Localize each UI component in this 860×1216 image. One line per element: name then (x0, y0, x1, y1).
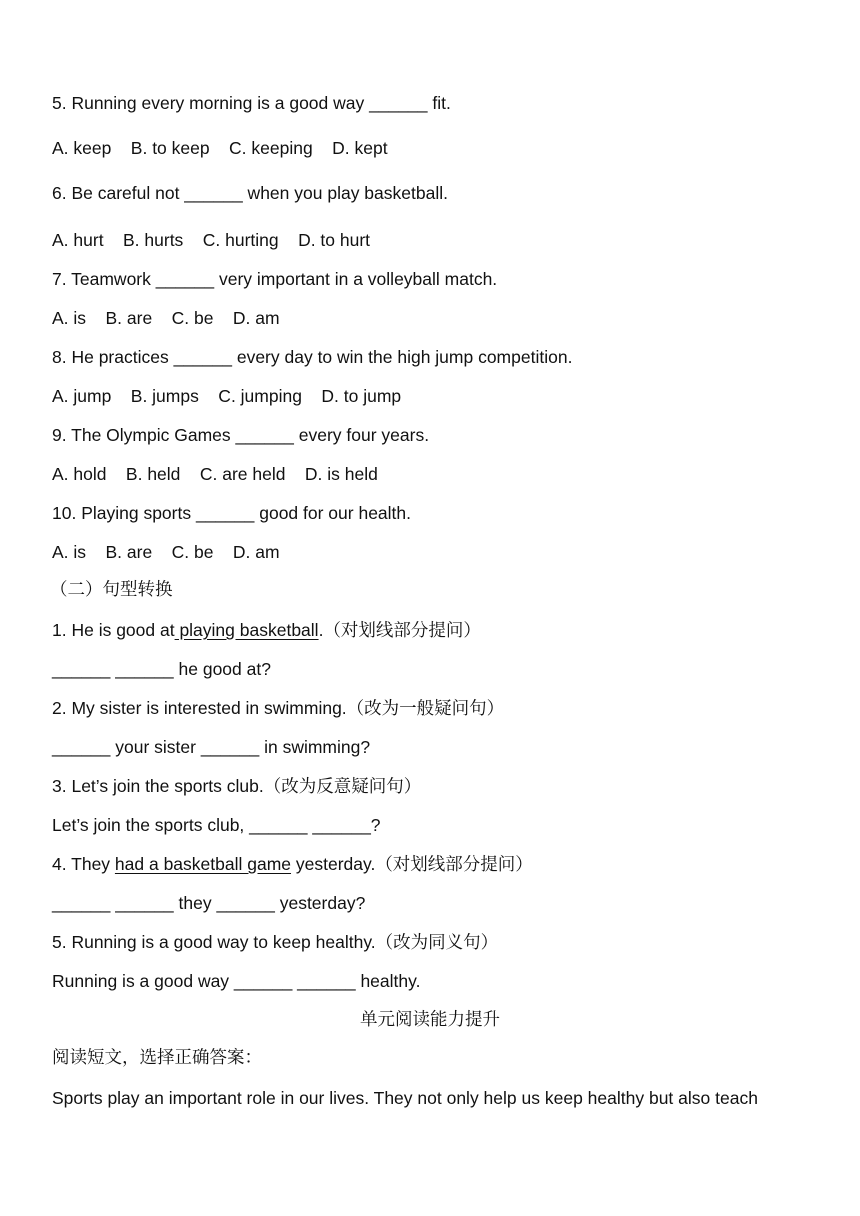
reading-passage: Sports play an important role in our lives. They not only help us keep healthy but also teach (52, 1088, 758, 1108)
transform-5 (52, 930, 498, 955)
transform-4 (52, 852, 533, 877)
transform-1-underlined: playing basketball (174, 620, 319, 640)
question-9: 9. The Olympic Games ______ every four years. (52, 425, 430, 445)
question-7-options: A. is B. are C. be D. am (52, 308, 280, 328)
question-6: 6. Be careful not ______ when you play basketball. (52, 183, 448, 203)
question-5: 5. Running every morning is a good way ______ fit. (52, 93, 451, 113)
transform-1-instruction: （对划线部分提问） (323, 621, 481, 641)
transform-5-answer: Running is a good way ______ ______ healthy. (52, 971, 421, 991)
transform-4-underlined: had a basketball game (114, 854, 292, 874)
transform-5-instruction: （改为同义句） (375, 933, 499, 953)
question-8-options: A. jump B. jumps C. jumping D. to jump (52, 386, 402, 406)
transform-1-text: 1. He is good at (52, 620, 175, 640)
transform-3 (52, 774, 421, 799)
transform-4-instruction: （对划线部分提问） (375, 855, 533, 875)
transform-3-instruction: （改为反意疑问句） (263, 777, 422, 797)
transform-2-instruction: （改为一般疑问句） (346, 699, 505, 719)
transform-1 (52, 618, 481, 643)
transform-4-text: 4. They (52, 854, 115, 874)
transform-3-text: 3. Let’s join the sports club. (52, 776, 264, 796)
transform-4-end: yesterday. (291, 854, 376, 874)
transform-4-answer: ______ ______ they ______ yesterday? (52, 893, 366, 913)
transform-1-end: . (318, 620, 324, 640)
question-10-options: A. is B. are C. be D. am (52, 542, 280, 562)
transform-5-text: 5. Running is a good way to keep healthy. (52, 932, 376, 952)
question-9-options: A. hold B. held C. are held D. is held (52, 464, 378, 484)
reading-section-title: 单元阅读能力提升 (360, 1010, 500, 1030)
question-5-options: A. keep B. to keep C. keeping D. kept (52, 138, 388, 158)
transform-2-text: 2. My sister is interested in swimming. (52, 698, 347, 718)
question-10: 10. Playing sports ______ good for our health. (52, 503, 411, 523)
question-8: 8. He practices ______ every day to win the high jump competition. (52, 347, 573, 367)
transform-2 (52, 696, 504, 721)
reading-instruction: 阅读短文，选择正确答案： (52, 1048, 262, 1068)
question-7: 7. Teamwork ______ very important in a volleyball match. (52, 269, 498, 289)
transform-2-answer: ______ your sister ______ in swimming? (52, 737, 371, 757)
transform-3-answer: Let’s join the sports club, ______ ______? (52, 815, 381, 835)
section-heading-sentence-transformation: （二）句型转换 (50, 580, 173, 600)
question-6-options: A. hurt B. hurts C. hurting D. to hurt (52, 230, 371, 250)
transform-1-answer: ______ ______ he good at? (52, 659, 271, 679)
